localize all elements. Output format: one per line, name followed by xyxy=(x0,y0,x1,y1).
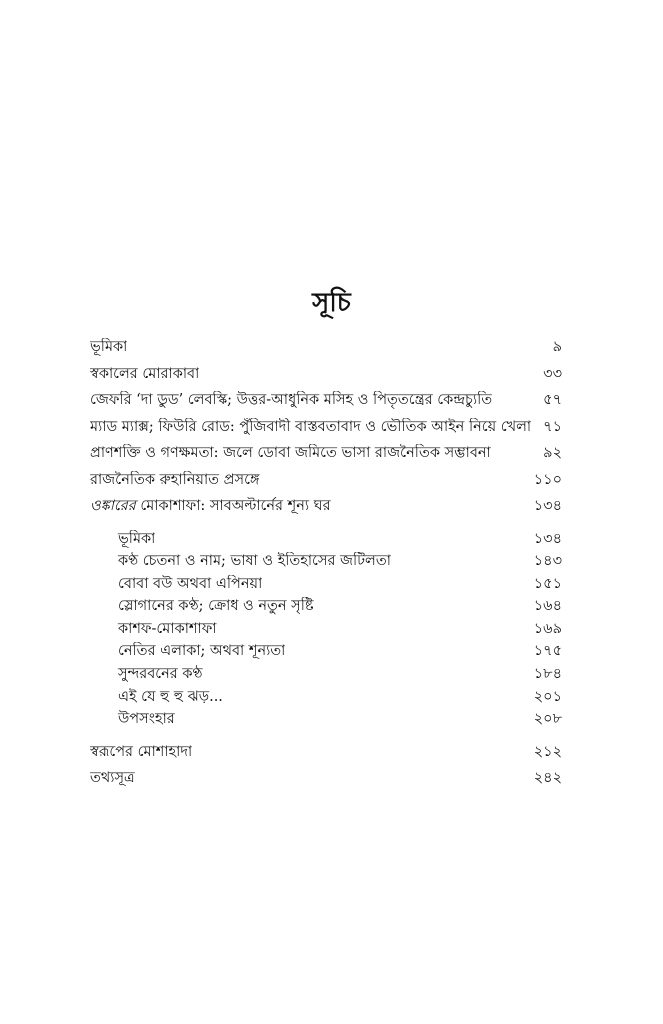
toc-subentry-title: বোবা বউ অথবা এপিনয়া xyxy=(118,575,263,592)
toc-subentry-title: নেতির এলাকা; অথবা শূন্যতা xyxy=(118,643,286,660)
toc-subentry-page: ১৬৯ xyxy=(533,620,562,637)
toc-subentry-title: ভূমিকা xyxy=(118,530,156,547)
toc-entry-title xyxy=(90,497,331,515)
toc-entry-title: ম্যাড ম্যাক্স; ফিউরি রোড: পুঁজিবাদী বাস্তবতাবাদ ও ভৌতিক আইন নিয়ে খেলা xyxy=(90,418,532,435)
toc-entry-chapter xyxy=(90,497,562,524)
toc-subentry-page: ১৪৩ xyxy=(533,553,562,570)
toc-entry-title: জেফরি ‘দা ডুড’ লেবস্কি; উত্তর-আধুনিক মসিহ ও পিতৃতন্ত্রের কেন্দ্রচ্যুতি xyxy=(90,392,493,408)
toc-entry xyxy=(90,418,562,445)
table-of-contents xyxy=(90,338,562,796)
toc-subentry xyxy=(90,620,562,643)
toc-subentry-title: স্লোগানের কণ্ঠ; ক্রোধ ও নতুন সৃষ্টি xyxy=(118,598,314,615)
toc-entry-title-rest: মোকাশাফা: সাবঅল্টার্নের শূন্য ঘর xyxy=(135,498,331,514)
toc-entry-page: ১১০ xyxy=(533,471,562,488)
toc-subentry-page: ১৭৫ xyxy=(533,643,562,660)
toc-subentry xyxy=(90,530,562,553)
toc-subentry xyxy=(90,665,562,688)
toc-entry xyxy=(90,471,562,498)
toc-entry-title: প্রাণশক্তি ও গণক্ষমতা: জলে ডোবা জমিতে ভাসা রাজনৈতিক সম্ভাবনা xyxy=(90,445,491,461)
toc-entry-page: ৯ xyxy=(552,339,562,355)
toc-entry-page: ৫৭ xyxy=(543,392,562,408)
toc-subsection-list xyxy=(90,530,562,733)
toc-entry xyxy=(90,769,562,796)
toc-entry xyxy=(90,743,562,770)
toc-subentry xyxy=(90,688,562,711)
toc-subentry-title: উপসংহার xyxy=(118,711,175,728)
toc-entry xyxy=(90,365,562,392)
toc-entry-title-italic: ওঙ্কারের xyxy=(90,498,136,514)
toc-subentry-page: ২০৮ xyxy=(533,711,562,728)
toc-subentry xyxy=(90,710,562,733)
toc-subentry-page: ১৮৪ xyxy=(533,666,562,683)
toc-entry-page: ৭১ xyxy=(543,418,562,435)
toc-entry xyxy=(90,391,562,418)
toc-entry-title: স্বরূপের মোশাহাদা xyxy=(90,743,193,760)
toc-entry xyxy=(90,444,562,471)
toc-entry-title: তথ্যসূত্র xyxy=(90,770,135,787)
toc-entry-title: স্বকালের মোরাকাবা xyxy=(90,365,200,382)
toc-entry-title: ভূমিকা xyxy=(90,339,128,355)
toc-entry-page: ২১২ xyxy=(533,743,562,760)
toc-entry-page: ৯২ xyxy=(543,445,562,461)
toc-entry-title: রাজনৈতিক রুহানিয়াত প্রসঙ্গে xyxy=(90,471,260,488)
toc-subentry-title: সুন্দরবনের কণ্ঠ xyxy=(118,666,203,683)
toc-subentry-page: ১৩৪ xyxy=(533,530,562,547)
toc-subentry xyxy=(90,552,562,575)
toc-subentry-page: ১৫১ xyxy=(533,575,562,592)
toc-entry-page: ১৩৪ xyxy=(533,498,562,514)
toc-subentry xyxy=(90,575,562,598)
page-title: সূচি xyxy=(312,288,351,318)
toc-subentry-title: কণ্ঠ চেতনা ও নাম; ভাষা ও ইতিহাসের জটিলতা xyxy=(118,553,391,570)
toc-subentry-page: ১৬৪ xyxy=(533,598,562,615)
toc-subentry xyxy=(90,597,562,620)
toc-subentry-page: ২০১ xyxy=(533,688,562,705)
toc-entry-page: ৩৩ xyxy=(543,365,562,382)
toc-subentry xyxy=(90,642,562,665)
toc-subentry-title: কাশফ-মোকাশাফা xyxy=(118,620,217,637)
toc-entry-page: ২৪২ xyxy=(533,770,562,787)
toc-subentry-title: এই যে হু হু ঝড়... xyxy=(118,688,223,705)
toc-entry xyxy=(90,338,562,365)
